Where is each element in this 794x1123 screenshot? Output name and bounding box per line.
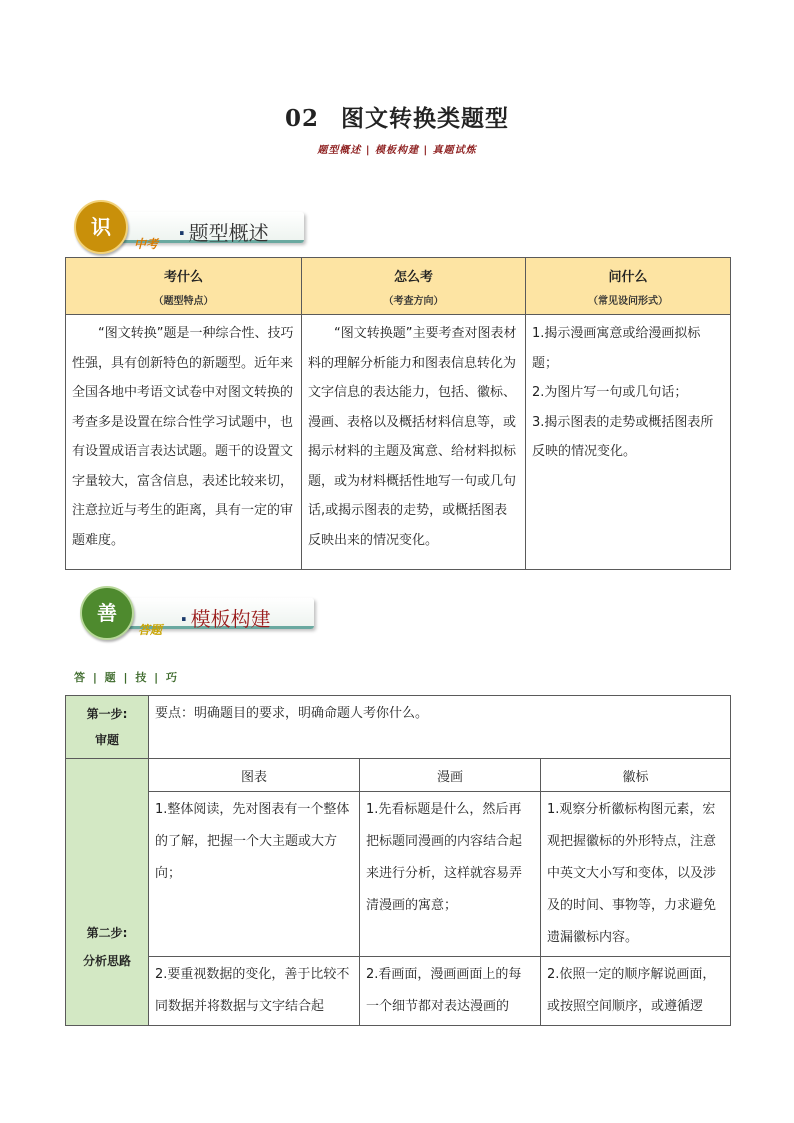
banner-badge-circle: 善: [80, 586, 134, 640]
overview-table: [65, 257, 731, 570]
column-header-logo: 徽标: [541, 759, 731, 792]
chart-tip-2: 2.要重视数据的变化，善于比较不同数据并将数据与文字结合起: [149, 957, 360, 1026]
header-cell-how: [302, 258, 526, 315]
header-sub: （题型特点）: [153, 295, 214, 307]
header-cell-what: [66, 258, 302, 315]
steps-table: [65, 695, 731, 1026]
overview-header-row: [66, 258, 731, 315]
banner-small-text: 答题: [138, 623, 163, 637]
column-header-cartoon: 漫画: [360, 759, 541, 792]
overview-body-row: [66, 315, 731, 570]
banner-badge-circle: 识: [74, 200, 128, 254]
step-label: 第一步:: [86, 707, 128, 721]
page-title: [0, 100, 794, 133]
column-header-chart: 图表: [149, 759, 360, 792]
step1-row: [66, 696, 731, 759]
header-title: 考什么: [163, 269, 203, 285]
logo-tip-2: 2.依照一定的顺序解说画面，或按照空间顺序，或遵循逻: [541, 957, 731, 1026]
step2-header-row: [66, 759, 731, 792]
title-text: 图文转换类题型: [341, 105, 509, 132]
step2-row2: [66, 957, 731, 1026]
header-sub: （考查方向）: [383, 295, 444, 307]
banner-heading-text: 题型概述: [188, 221, 269, 245]
overview-cell-questions: 1.揭示漫画寓意或给漫画拟标题； 2.为图片写一句或几句话； 3.揭示图表的走势或概括图表所反映的情况变化。: [526, 315, 731, 570]
step-name: 审题: [94, 733, 119, 747]
step-label: 第二步:: [86, 925, 128, 940]
cartoon-tip-1: 1.先看标题是什么，然后再把标题同漫画的内容结合起来进行分析，这样就容易弄清漫画的寓意；: [360, 792, 541, 957]
cartoon-tip-2: 2.看画面，漫画画面上的每一个细节都对表达漫画的: [360, 957, 541, 1026]
banner-heading: [180, 603, 271, 632]
banner-dot: ·: [180, 607, 188, 631]
header-title: 怎么考: [393, 269, 433, 285]
overview-cell-features: “图文转换”题是一种综合性、技巧性强，具有创新特色的新题型。近年来全国各地中考语文试卷中对图文转换的考查多是设置在综合性学习试题中，也有设置成语言表达试题。题干的设置文字量较大，富含信息，表述比较来切，注意拉近与考生的距离，具有一定的审题难度。: [66, 315, 302, 570]
banner-template: [80, 586, 320, 640]
step2-label-cell: [66, 759, 149, 1026]
header-title: 问什么: [608, 269, 648, 285]
logo-tip-1: 1.观察分析徽标构图元素，宏观把握徽标的外形特点，注意中英文大小写和变体，以及涉及的时间、事物等，力求避免遗漏徽标内容。: [541, 792, 731, 957]
section-label: 答 | 题 | 技 | 巧: [74, 671, 180, 684]
banner-overview: [74, 200, 314, 254]
banner-heading-text: 模板构建: [190, 607, 271, 631]
step-name: 分析思路: [82, 953, 131, 968]
page-subtitle: 题型概述 | 模板构建 | 真题试炼: [317, 145, 477, 156]
header-cell-ask: [526, 258, 731, 315]
step2-row1: [66, 792, 731, 957]
step1-label-cell: [66, 696, 149, 759]
banner-dot: ·: [178, 221, 186, 245]
chart-tip-1: 1.整体阅读，先对图表有一个整体的了解，把握一个大主题或大方向；: [149, 792, 360, 957]
banner-small-text: 中考: [134, 237, 159, 251]
step1-content: 要点：明确题目的要求，明确命题人考你什么。: [149, 696, 731, 759]
overview-cell-direction: “图文转换题”主要考查对图表材料的理解分析能力和图表信息转化为文字信息的表达能力，包括、徽标、漫画、表格以及概括材料信息等，或揭示材料的主题及寓意、给材料拟标题，或为材料概括性地写一句或几句话,或揭示图表的走势，或概括图表反映出来的情况变化。: [302, 315, 526, 570]
title-number: 02: [284, 105, 319, 132]
header-sub: （常见设问形式）: [588, 295, 668, 307]
banner-heading: [178, 217, 269, 246]
